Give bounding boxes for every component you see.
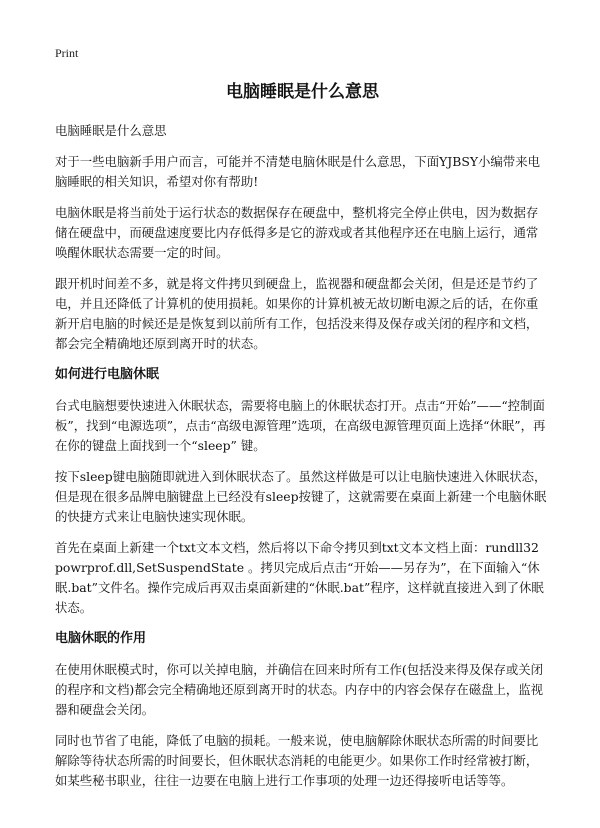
print-link[interactable]: Print: [55, 46, 79, 60]
article-title: 电脑睡眠是什么意思: [226, 82, 379, 102]
paragraph-purpose: 在使用休眠模式时，你可以关掉电脑，并确信在回来时所有工作(包括没来得及保存或关闭的程序和文档)都会完全精确地还原到离开时的状态。内存中的内容会保存在磁盘上，监视器和硬盘会关闭。: [55, 662, 544, 717]
paragraph-sleep-key: 按下sleep键电脑随即就进入到休眠状态了。虽然这样做是可以让电脑快速进入休眠状态，但是现在很多品牌电脑键盘上已经没有sleep按键了，这就需要在桌面上新建一个电脑休眠的快捷方式来让电脑快速实现休眠。: [55, 469, 547, 524]
paragraph-energy: 同时也节省了电能，降低了电脑的损耗。一般来说，使电脑解除休眠状态所需的时间要比解除等待状态所需的时间要长，但休眠状态消耗的电能更少。如果你工作时经常被打断，如某些秘书职业，往往一边要在电脑上进行工作事项的处理一边还得接听电话等等。: [55, 733, 539, 788]
article-subtitle: 电脑睡眠是什么意思: [55, 123, 167, 138]
paragraph-shortcut: 首先在桌面上新建一个txt文本文档，然后将以下命令拷贝到txt文本文档上面：rundll32 powrprof.dll,SetSuspendState 。拷贝完成后点击“开始——另存为”，在下面输入“休眠.bat”文件名。操作完成后再双击桌面新建的“休眠.bat”程序，这样就直接进入到了休眠状态。: [55, 540, 544, 615]
intro-paragraph: 对于一些电脑新手用户而言，可能并不清楚电脑休眠是什么意思，下面YJBSY小编带来电脑睡眠的相关知识，希望对你有帮助!: [55, 154, 540, 189]
paragraph-details: 跟开机时间差不多，就是将文件拷贝到硬盘上，监视器和硬盘都会关闭，但是还是节约了电，并且还降低了计算机的使用损耗。如果你的计算机被无故切断电源之后的话，在你重新开启电脑的时候还是是恢复到以前所有工作，包括没来得及保存或关闭的程序和文档，都会完全精确地还原到离开时的状态。: [55, 276, 539, 351]
section-heading-purpose: 电脑休眠的作用: [55, 631, 147, 646]
paragraph-steps: 台式电脑想要快速进入休眠状态，需要将电脑上的休眠状态打开。点击“开始”——“控制面板”，找到“电源选项”，点击“高级电源管理”选项，在高级电源管理页面上选择“休眠”，再在你的键盘上面找到一个“sleep” 键。: [55, 398, 546, 453]
section-heading-how-to: 如何进行电脑休眠: [55, 367, 160, 382]
paragraph-definition: 电脑休眠是将当前处于运行状态的数据保存在硬盘中，整机将完全停止供电，因为数据存储在硬盘中，而硬盘速度要比内存低得多是它的游戏或者其他程序还在电脑上运行，通常唤醒休眠状态需要一定的时间。: [55, 205, 539, 260]
article-body: [55, 80, 550, 802]
